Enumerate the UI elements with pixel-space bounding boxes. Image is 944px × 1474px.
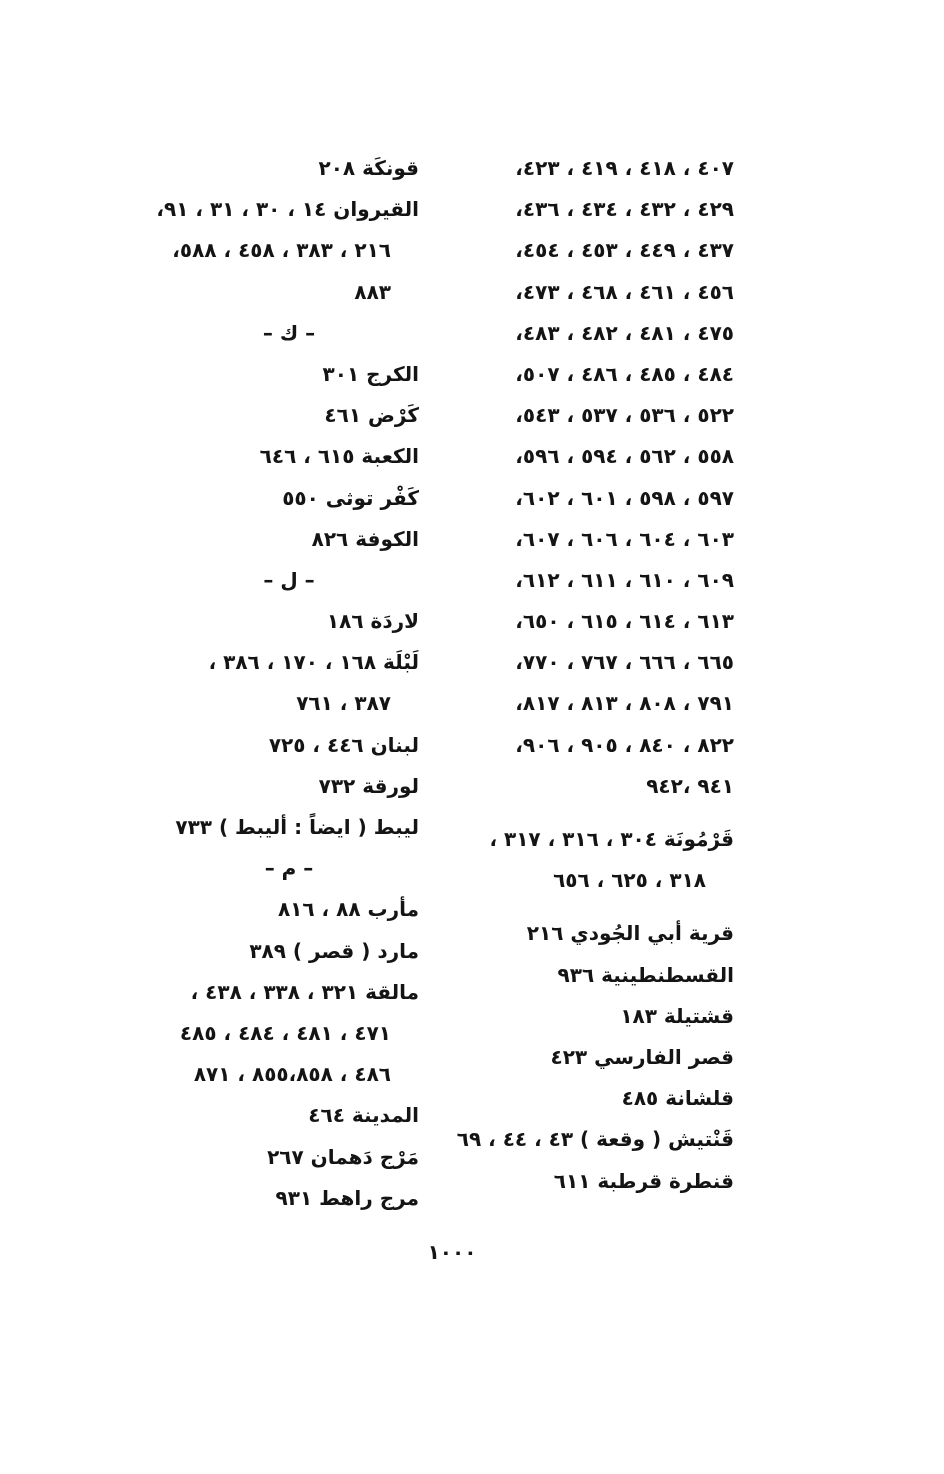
index-line: ٢١٦ ، ٣٨٣ ، ٤٥٨ ، ٥٨٨،: [172, 238, 391, 263]
index-line: ٨٨٣: [354, 279, 391, 304]
index-line: ٤٧١ ، ٤٨١ ، ٤٨٤ ، ٤٨٥: [179, 1020, 391, 1045]
index-entry: قَنْتيش ( وقعة ) ٤٣ ، ٤٤ ، ٦٩: [456, 1127, 734, 1152]
index-line: ٤٥٦ ، ٤٦١ ، ٤٦٨ ، ٤٧٣،: [515, 279, 734, 304]
index-line: ٦٠٣ ، ٦٠٤ ، ٦٠٦ ، ٦٠٧،: [515, 526, 734, 551]
index-entry: المدينة ٤٦٤: [308, 1103, 419, 1128]
index-entry: مارد ( قصر ) ٣٨٩: [249, 938, 419, 963]
index-line: ٥٩٧ ، ٥٩٨ ، ٦٠١ ، ٦٠٢،: [515, 485, 734, 510]
section-heading-kaf: – ك –: [262, 320, 316, 345]
index-line: ٤٨٤ ، ٤٨٥ ، ٤٨٦ ، ٥٠٧،: [515, 361, 734, 386]
page-number: ١٠٠٠: [427, 1240, 477, 1264]
index-entry: مالقة ٣٢١ ، ٣٣٨ ، ٤٣٨ ،: [190, 979, 419, 1004]
index-entry: قونكَة ٢٠٨: [318, 156, 419, 180]
index-entry: قرية أبي الجُودي ٢١٦: [526, 921, 734, 946]
index-line: ٨٢٢ ، ٨٤٠ ، ٩٠٥ ، ٩٠٦،: [515, 732, 734, 757]
left-column: [99, 148, 419, 1219]
spacer: [462, 807, 734, 819]
right-column: [456, 148, 734, 1202]
index-line: ٤٨٦ ، ٨٥٥،٨٥٨ ، ٨٧١: [193, 1062, 391, 1087]
spacer: [462, 901, 734, 913]
index-entry: قلشانة ٤٨٥: [621, 1086, 734, 1111]
index-entry: قصر الفارسي ٤٢٣: [550, 1044, 734, 1069]
index-entry: قشتيلة ١٨٣: [620, 1003, 734, 1028]
index-line: ٥٥٨ ، ٥٦٢ ، ٥٩٤ ، ٥٩٦،: [515, 444, 734, 469]
index-line: ٧٩١ ، ٨٠٨ ، ٨١٣ ، ٨١٧،: [515, 691, 734, 716]
index-line: ٦٦٥ ، ٦٦٦ ، ٧٦٧ ، ٧٧٠،: [515, 650, 734, 675]
index-entry: القيروان ١٤ ، ٣٠ ، ٣١ ، ٩١،: [156, 197, 419, 222]
index-entry: لورقة ٧٣٢: [318, 773, 419, 798]
section-heading-mim: – م –: [264, 856, 314, 881]
index-entry: الكعبة ٦١٥ ، ٦٤٦: [259, 444, 419, 469]
index-line: ٩٤١ ،٩٤٢: [646, 773, 734, 798]
index-line: ٤٧٥ ، ٤٨١ ، ٤٨٢ ، ٤٨٣،: [515, 320, 734, 345]
index-entry: مأرب ٨٨ ، ٨١٦: [277, 897, 419, 922]
index-entry: قَرْمُونَة ٣٠٤ ، ٣١٦ ، ٣١٧ ،: [489, 827, 734, 851]
index-line: ٤٣٧ ، ٤٤٩ ، ٤٥٣ ، ٤٥٤،: [515, 238, 734, 263]
index-entry: كَرْض ٤٦١: [324, 403, 419, 428]
index-entry: قنطرة قرطبة ٦١١: [553, 1168, 734, 1193]
index-line: ٦٠٩ ، ٦١٠ ، ٦١١ ، ٦١٢،: [515, 567, 734, 592]
index-line: ٦١٣ ، ٦١٤ ، ٦١٥ ، ٦٥٠،: [515, 609, 734, 634]
index-line: ٤٢٩ ، ٤٣٢ ، ٤٣٤ ، ٤٣٦،: [515, 197, 734, 222]
index-entry: ليبط ( ايضاً : أليبط ) ٧٣٣: [175, 815, 419, 839]
index-entry: لَبْلَة ١٦٨ ، ١٧٠ ، ٣٨٦ ،: [208, 650, 419, 675]
index-entry: مَرْج دَهمان ٢٦٧: [267, 1144, 419, 1169]
index-entry: الكوفة ٨٢٦: [311, 526, 419, 551]
index-line: ٤٠٧ ، ٤١٨ ، ٤١٩ ، ٤٢٣،: [515, 156, 734, 180]
index-entry: لاردَة ١٨٦: [326, 609, 419, 634]
index-line: ٥٢٢ ، ٥٣٦ ، ٥٣٧ ، ٥٤٣،: [515, 403, 734, 428]
index-line: ٣١٨ ، ٦٢٥ ، ٦٥٦: [553, 868, 706, 893]
index-entry: لبنان ٤٤٦ ، ٧٢٥: [268, 732, 419, 757]
section-heading-lam: – ل –: [263, 567, 315, 592]
index-entry: الكرج ٣٠١: [322, 361, 419, 386]
index-entry: مرج راهط ٩٣١: [275, 1185, 419, 1210]
index-entry: كَفْر توثى ٥٥٠: [282, 485, 419, 510]
index-line: ٣٨٧ ، ٧٦١: [296, 691, 391, 716]
index-entry: القسطنطينية ٩٣٦: [557, 962, 734, 987]
